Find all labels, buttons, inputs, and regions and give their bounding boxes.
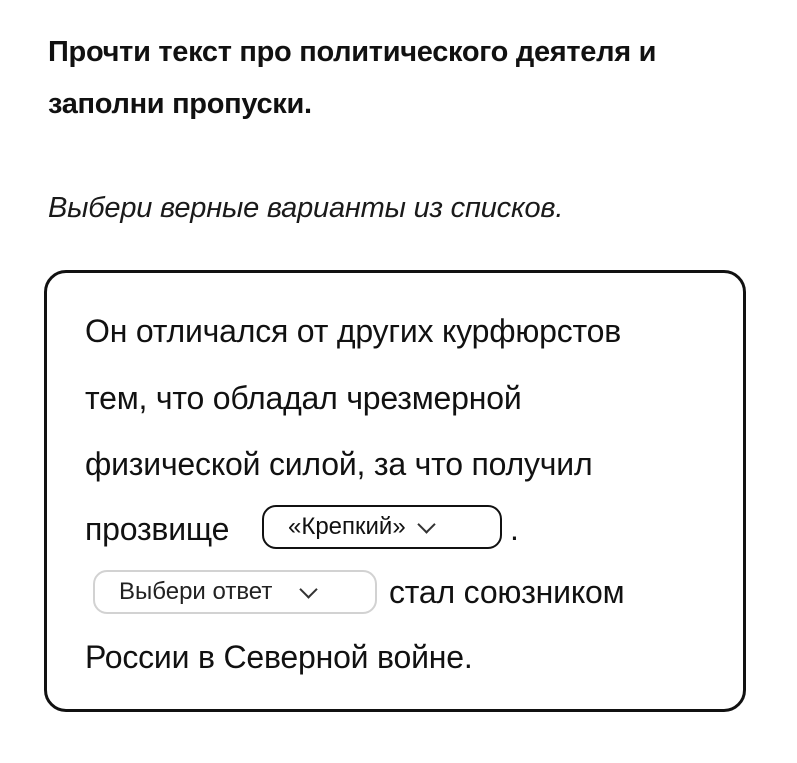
task-title bbox=[48, 26, 768, 130]
text-line-2: тем, что обладал чрезмерной bbox=[85, 380, 522, 416]
text-line-6: России в Северной войне. bbox=[85, 639, 473, 675]
text-line-5-suffix: стал союзником bbox=[389, 574, 625, 610]
task-instruction: Выбери верные варианты из списков. bbox=[48, 192, 564, 224]
text-card bbox=[44, 270, 746, 712]
ruler-dropdown[interactable] bbox=[93, 570, 377, 614]
task-title-line-1: Прочти текст про политического деятеля и bbox=[48, 36, 657, 68]
text-line-3: физической силой, за что получил bbox=[85, 446, 593, 482]
chevron-down-icon bbox=[300, 580, 318, 598]
text-line-4-suffix: . bbox=[510, 511, 519, 547]
nickname-dropdown[interactable] bbox=[262, 505, 502, 549]
chevron-down-icon bbox=[417, 515, 435, 533]
task-title-line-2: заполни пропуски. bbox=[48, 88, 312, 120]
text-line-1: Он отличался от других курфюрстов bbox=[85, 313, 622, 349]
text-line-4-prefix: прозвище bbox=[85, 511, 230, 547]
nickname-dropdown-value: «Крепкий» bbox=[288, 513, 406, 540]
ruler-dropdown-placeholder: Выбери ответ bbox=[119, 578, 273, 605]
